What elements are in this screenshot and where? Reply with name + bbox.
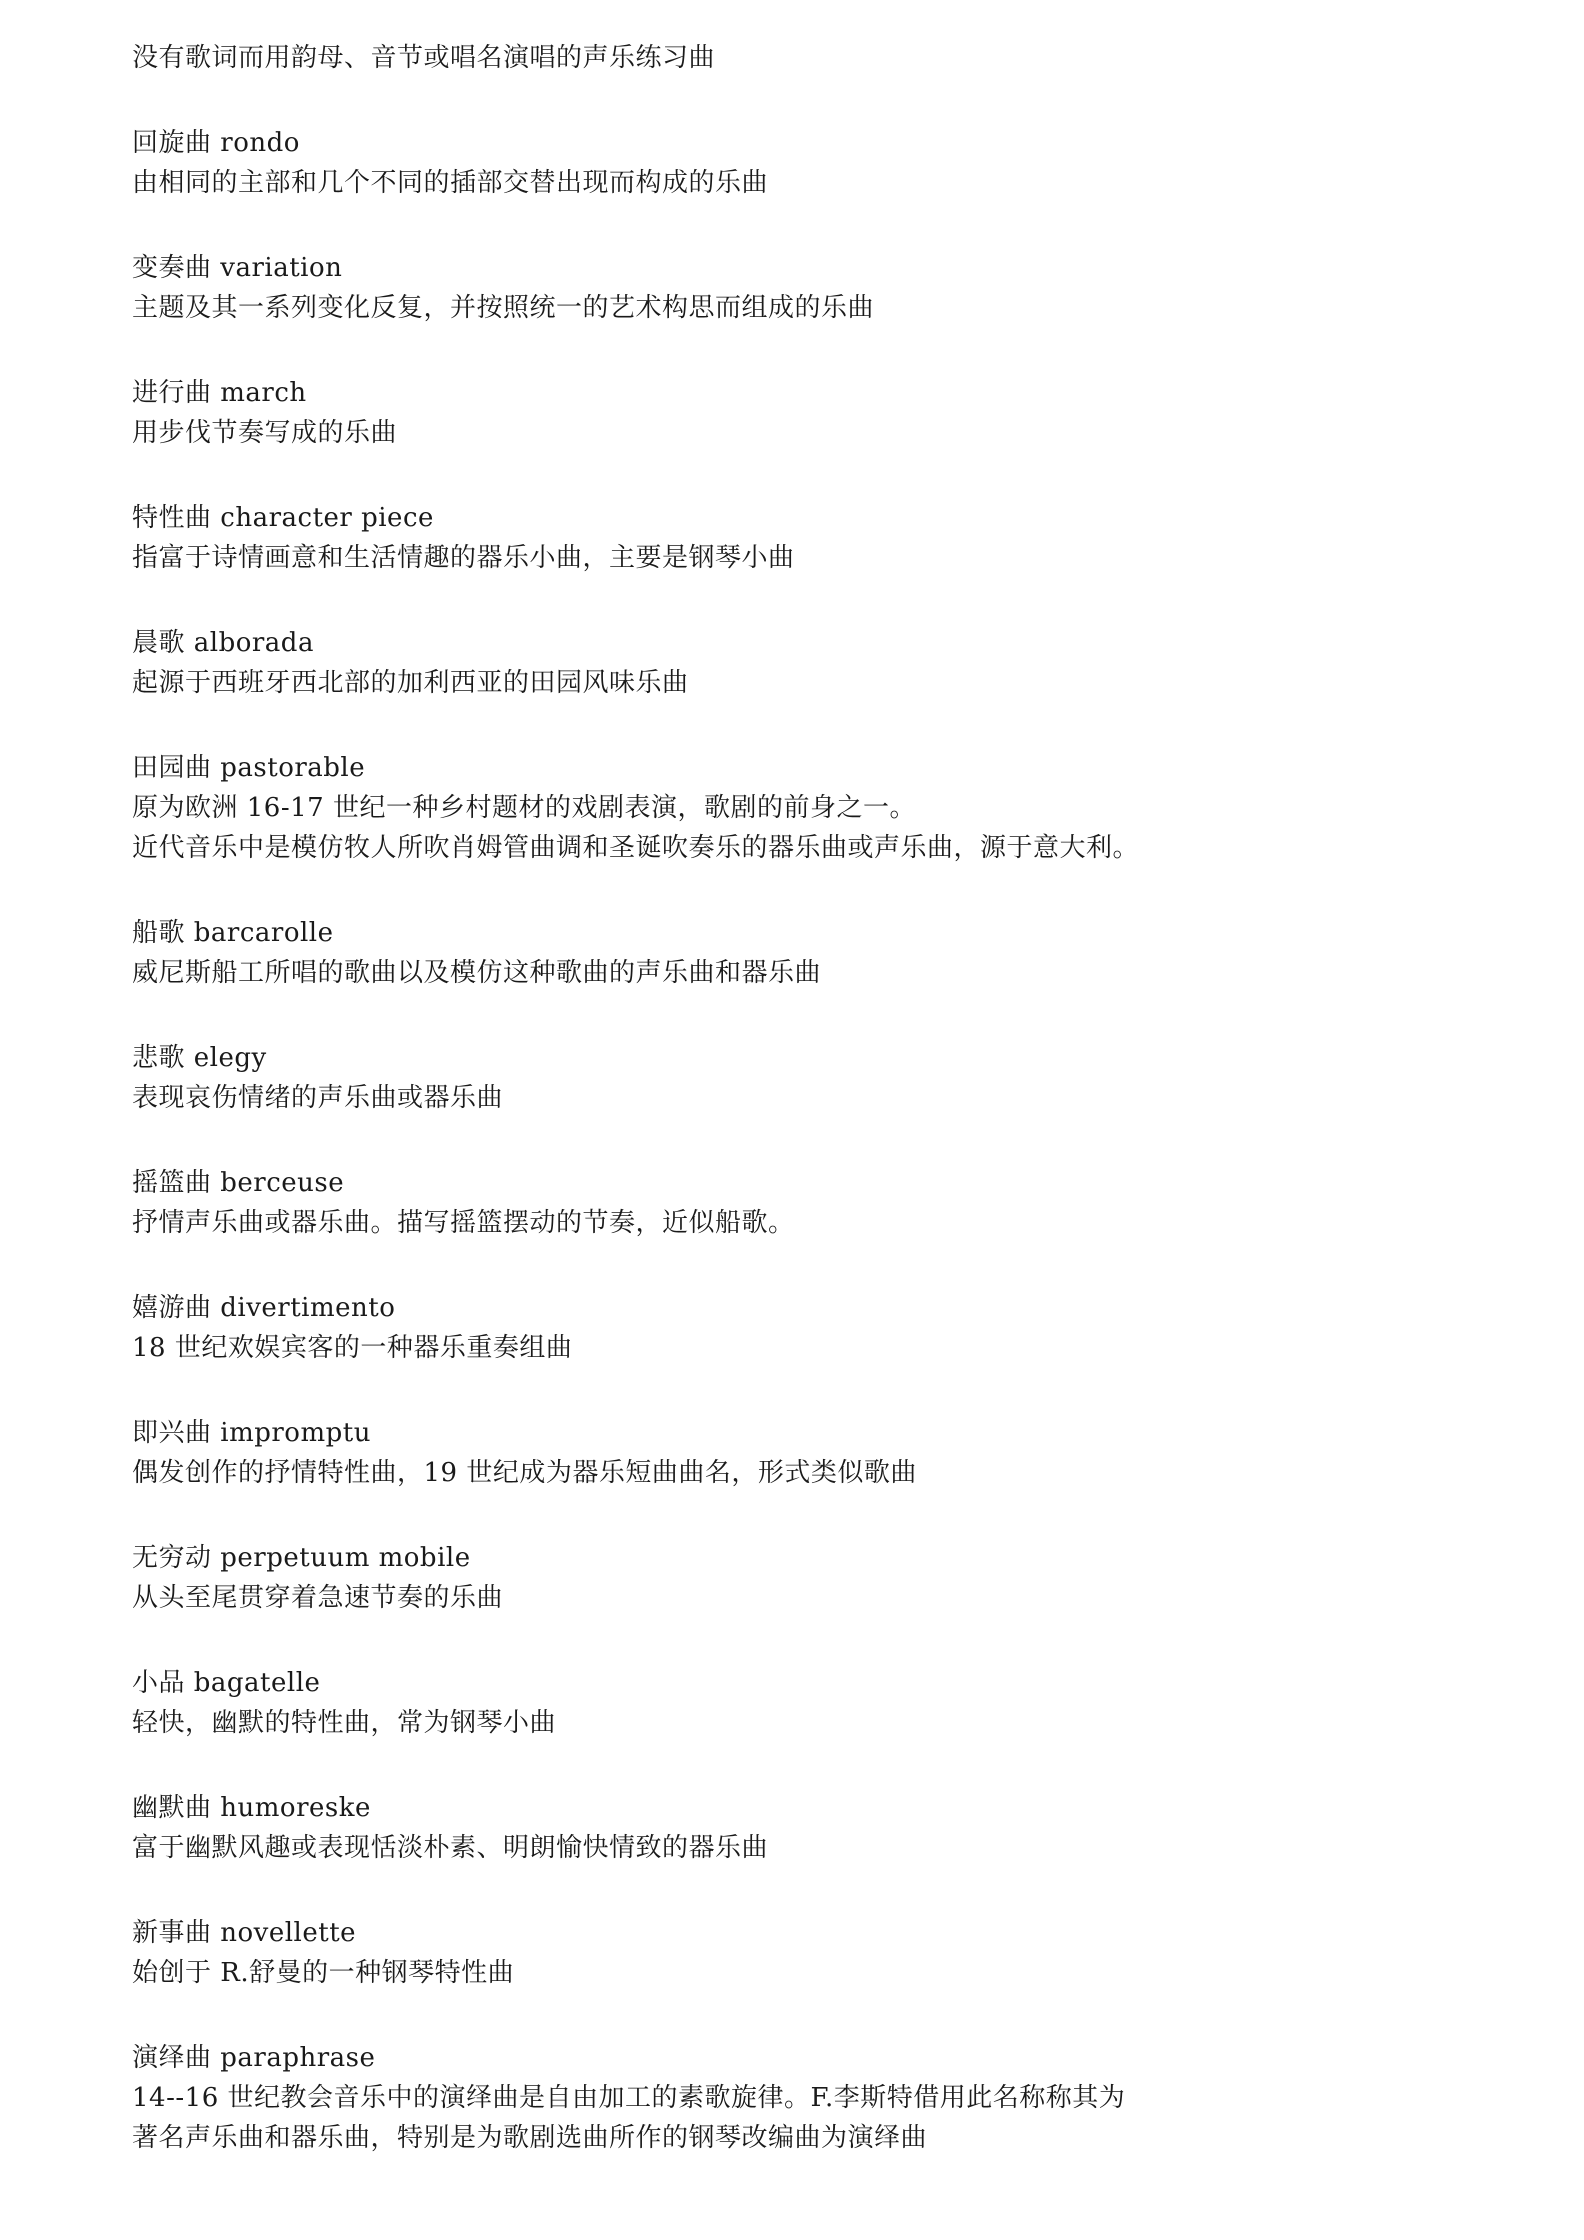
entry-term: 即兴曲 impromptu (132, 1418, 371, 1448)
entry-term: 摇篮曲 berceuse (132, 1168, 345, 1198)
entry-term: 嬉游曲 divertimento (132, 1293, 396, 1323)
entry-description: 著名声乐曲和器乐曲，特别是为歌剧选曲所作的钢琴改编曲为演绎曲 (132, 2123, 928, 2153)
entry-description: 主题及其一系列变化反复，并按照统一的艺术构思而组成的乐曲 (132, 293, 875, 323)
entry-description: 表现哀伤情绪的声乐曲或器乐曲 (132, 1083, 504, 1113)
entry-term: 回旋曲 rondo (132, 128, 300, 158)
entry-march (132, 373, 1432, 453)
entry-divertimento (132, 1288, 1432, 1368)
entry-term: 特性曲 character piece (132, 503, 434, 533)
entry-bagatelle (132, 1663, 1432, 1743)
entry-term: 变奏曲 variation (132, 253, 343, 283)
entry-description: 威尼斯船工所唱的歌曲以及模仿这种歌曲的声乐曲和器乐曲 (132, 958, 822, 988)
entry-description: 原为欧洲 16-17 世纪一种乡村题材的戏剧表演，歌剧的前身之一。 (132, 793, 916, 823)
entry-term: 幽默曲 humoreske (132, 1793, 371, 1823)
entry-novellette (132, 1913, 1432, 1993)
entry-description: 轻快，幽默的特性曲，常为钢琴小曲 (132, 1708, 557, 1738)
entry-barcarolle (132, 913, 1432, 993)
entry-variation (132, 248, 1432, 328)
entry-humoreske (132, 1788, 1432, 1868)
entry-term: 无穷动 perpetuum mobile (132, 1543, 471, 1573)
entry-description: 偶发创作的抒情特性曲，19 世纪成为器乐短曲曲名，形式类似歌曲 (132, 1458, 917, 1488)
entry-description: 指富于诗情画意和生活情趣的器乐小曲，主要是钢琴小曲 (132, 543, 795, 573)
entry-description: 抒情声乐曲或器乐曲。描写摇篮摆动的节奏，近似船歌。 (132, 1208, 795, 1238)
entry-description: 近代音乐中是模仿牧人所吹肖姆管曲调和圣诞吹奏乐的器乐曲或声乐曲，源于意大利。 (132, 833, 1140, 863)
entry-term: 进行曲 march (132, 378, 307, 408)
entry-description: 18 世纪欢娱宾客的一种器乐重奏组曲 (132, 1333, 573, 1363)
entry-description: 14--16 世纪教会音乐中的演绎曲是自由加工的素歌旋律。F.李斯特借用此名称称其为 (132, 2083, 1126, 2113)
entry-description: 用步伐节奏写成的乐曲 (132, 418, 398, 448)
entry-berceuse (132, 1163, 1432, 1243)
entry-pastorable (132, 748, 1432, 868)
entry-term: 田园曲 pastorable (132, 753, 366, 783)
entry-term: 小品 bagatelle (132, 1668, 321, 1698)
entry-term: 演绎曲 paraphrase (132, 2043, 376, 2073)
entry-term: 晨歌 alborada (132, 628, 314, 658)
entry-term: 悲歌 elegy (132, 1043, 267, 1073)
entry-description: 富于幽默风趣或表现恬淡朴素、明朗愉快情致的器乐曲 (132, 1833, 769, 1863)
entry-description: 由相同的主部和几个不同的插部交替出现而构成的乐曲 (132, 168, 769, 198)
entry-term: 新事曲 novellette (132, 1918, 357, 1948)
entry-alborada (132, 623, 1432, 703)
entry-impromptu (132, 1413, 1432, 1493)
entry-elegy (132, 1038, 1432, 1118)
entry-description: 起源于西班牙西北部的加利西亚的田园风味乐曲 (132, 668, 689, 698)
entry-perpetuum-mobile (132, 1538, 1432, 1618)
document-page (132, 38, 1432, 2158)
intro-line: 没有歌词而用韵母、音节或唱名演唱的声乐练习曲 (132, 43, 716, 73)
entry-description: 从头至尾贯穿着急速节奏的乐曲 (132, 1583, 504, 1613)
entry-paraphrase (132, 2038, 1432, 2158)
entry-character-piece (132, 498, 1432, 578)
entry-rondo (132, 123, 1432, 203)
entry-term: 船歌 barcarolle (132, 918, 334, 948)
entry-description: 始创于 R.舒曼的一种钢琴特性曲 (132, 1958, 515, 1988)
